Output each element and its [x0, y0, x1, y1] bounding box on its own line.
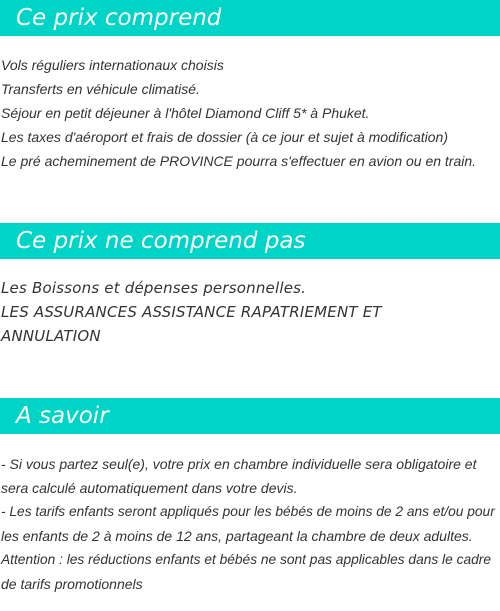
includes-line-5: Le pré acheminement de PROVINCE pourra s'effectuer en avion ou en train.: [1, 153, 477, 169]
section-header-price-excludes: Ce prix ne comprend pas: [0, 223, 500, 259]
section-header-price-includes: Ce prix comprend: [0, 0, 500, 36]
info-line-1: - Si vous partez seul(e), votre prix en chambre individuelle sera obligatoire et: [1, 456, 477, 472]
info-line-3: - Les tarifs enfants seront appliqués pour les bébés de moins de 2 ans et/ou pour: [1, 504, 495, 519]
excludes-line-3: ANNULATION: [1, 327, 101, 345]
includes-line-3: Séjour en petit déjeuner à l'hôtel Diamond Cliff 5* à Phuket.: [1, 105, 370, 121]
includes-line-1: Vols réguliers internationaux choisis: [1, 57, 224, 73]
includes-line-2: Transferts en véhicule climatisé.: [1, 81, 200, 97]
info-line-6: de tarifs promotionnels: [1, 576, 143, 592]
info-line-4: les enfants de 2 à moins de 12 ans, partageant la chambre de deux adultes.: [1, 528, 473, 544]
excludes-line-1: Les Boissons et dépenses personnelles.: [1, 279, 307, 297]
info-line-5: Attention : les réductions enfants et bébés ne sont pas applicables dans le cadre: [1, 552, 491, 567]
section-header-good-to-know: A savoir: [0, 398, 500, 434]
includes-line-4: Les taxes d'aéroport et frais de dossier (à ce jour et sujet à modification): [1, 129, 449, 145]
excludes-line-2: LES ASSURANCES ASSISTANCE RAPATRIEMENT ET: [1, 303, 382, 321]
info-line-2: sera calculé automatiquement dans votre devis.: [1, 480, 298, 496]
